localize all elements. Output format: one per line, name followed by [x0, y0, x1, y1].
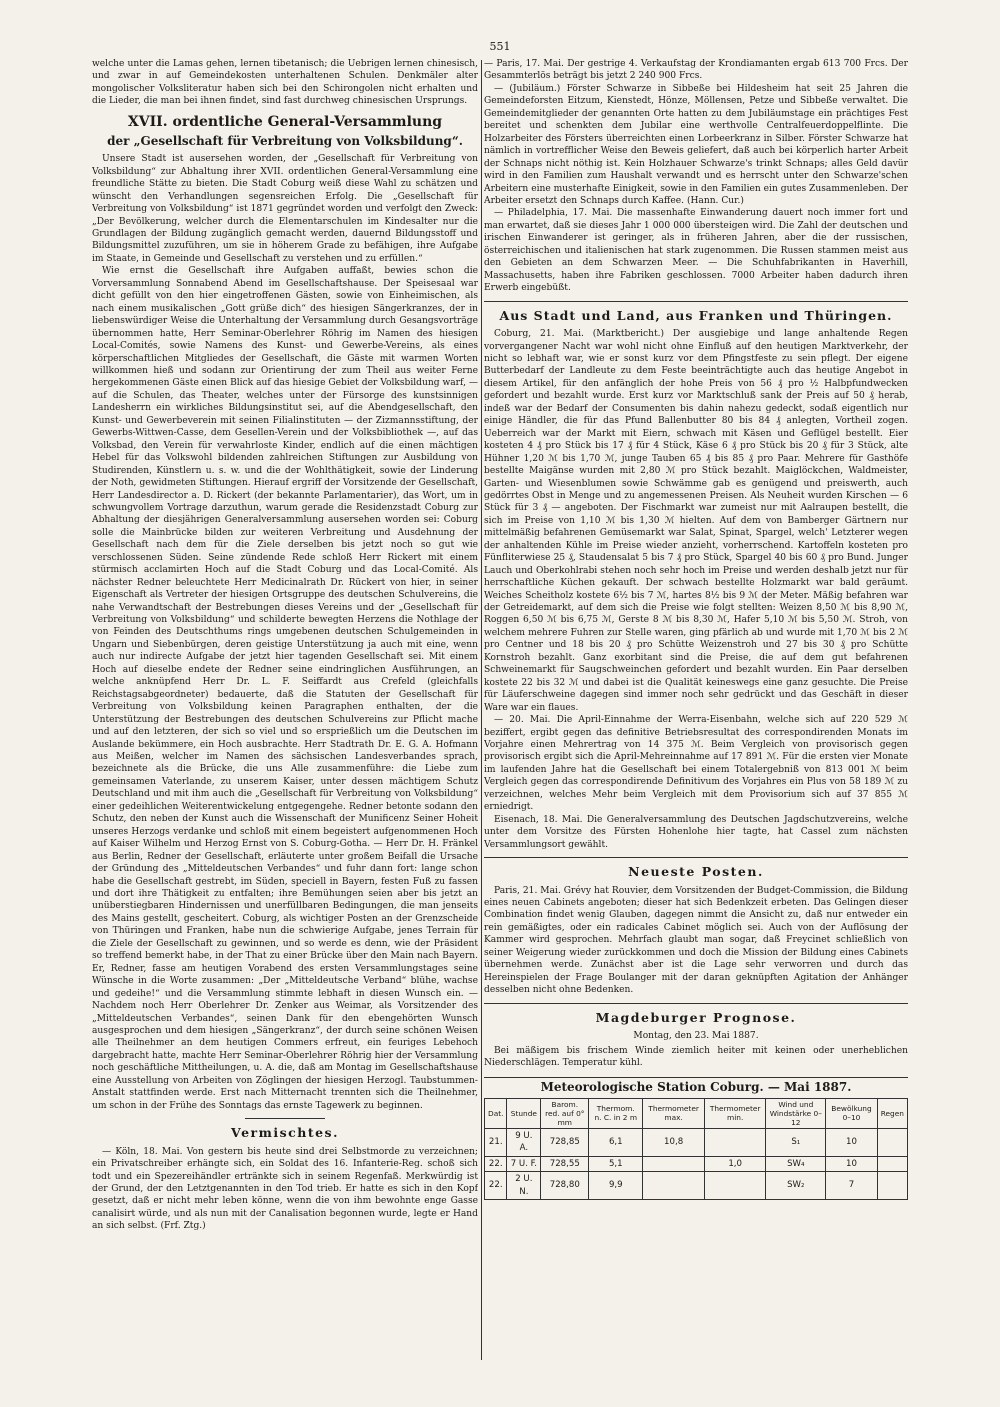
meteo-header-cell: Barom. red. auf 0° mm [541, 1098, 589, 1128]
meteo-cell: 2 U. N. [507, 1172, 541, 1200]
meteo-cell: 10 [826, 1128, 877, 1156]
divider [245, 1118, 325, 1119]
meteo-cell: 1,0 [705, 1156, 766, 1171]
meteo-header-cell: Dat. [485, 1098, 507, 1128]
meteo-cell: 7 [826, 1172, 877, 1200]
article-subheading: der „Gesellschaft für Verbreitung von Volksbildung“. [107, 133, 463, 148]
divider [484, 1003, 908, 1004]
section-title-stadt-land: Aus Stadt und Land, aus Franken und Thüringen. [499, 307, 893, 323]
news-eisenach: Eisenach, 18. Mai. Die Generalversammlung des Deutschen Jagdschutzvereins, welche unter dem Vorsitze des Fürsten Hohenlohe hier tagte, hat Cassel zum nächsten Versammlungsort gewählt. [484, 814, 908, 850]
meteo-title: Meteorologische Station Coburg. — Mai 1887. [484, 1077, 908, 1093]
article-heading: XVII. ordentliche General-Versammlung [127, 113, 443, 130]
article-paragraph-2: Wie ernst die Gesellschaft ihre Aufgaben auffaßt, bewies schon die Vorversammlung Sonnabend Abend im Gesellschaftshause. Der Speisesaal war dicht gefüllt von den hier eingetroffenen Gästen, sowie von Einheimischen, als nach einem musikalischen „Gott grüße dich“ des hiesigen Sängerkranzes, der in liebenswürdiger Weise die Unterhaltung der Versammlung durch Gesangsvorträge übernommen hatte, Herr Seminar-Oberlehrer Röhrig im Namen des hiesigen Local-Comités, sowie Namens des Kunst- und Gewerbe-Vereins, als eines körperschaftlichen Mitgliedes der Gesellschaft, die Gäste mit warmen Worten willkommen hieß und sodann zur Orientirung der zum Theil aus weiter Ferne hergekommenen Gäste einen Blick auf das hiesige Gebiet der Volksbildung warf, — auf die Schulen, das Theater, welches unter der Fürsorge des kunstsinnigen Landesherrn ein wirkliches Bildungsinstitut sei, auf die Abendgesellschaft, den Kunst- und Gewerbeverein mit seinen Filialinstituten — der Zizmannsstiftung, der Gewerbs-Wittwen-Casse, dem Gesellen-Verein und der Volksbibliothek —, auf das Volksbad, den Verein für verwahrloste Kinder, endlich auf die einen mächtigen Hebel für das Volkswohl bildenden zahlreichen Stiftungen zur Ausbildung von Studirenden, Künstlern u. s. w. und die der Wohlthätigkeit, sowie der Linderung der Noth, gewidmeten Stiftungen. Hierauf ergriff der Vorsitzende der Gesellschaft, Herr Landesdirector a. D. Rickert (der bekannte Parlamentarier), das Wort, um in schwungvollem Vortrage darzuthun, warum gerade die Residenzstadt Coburg zur Abhaltung der diesjährigen Generalversammlung ausersehen worden sei: Coburg solle die Mainbrücke bilden zur weiteren Verbreitung und Ausdehnung der Gesellschaft nach dem für die Ziele derselben bis jetzt noch so gut wie verschlossenen Süden. Seine zündende Rede schloß Herr Rickert mit einem stürmisch acclamirten Hoch auf die Stadt Coburg und das Local-Comité. Als nächster Redner beleuchtete Herr Medicinalrath Dr. Rückert von hier, in seiner Eigenschaft als Vertreter der hiesigen Ortsgruppe des deutschen Schulvereins, die nahe Verwandtschaft der Bestrebungen dieses Vereins und der „Gesellschaft für Verbreitung von Volksbildung“ und schilderte bewegten Herzens die Nothlage der von Feinden des Deutschthums rings umgebenen deutschen Schulgemeinden in Ungarn und Siebenbürgen, deren geistige Unterstützung ja auch mit eine, wenn auch nur indirecte Aufgabe der jetzt hier tagenden Gesellschaft sei. Mit einem Hoch auf dieselbe endete der Redner seine eindringlichen Ausführungen, an welche anknüpfend Herr Dr. L. F. Seiffardt aus Crefeld (gleichfalls Reichstagsabgeordneter) bedauerte, daß die Statuten der Gesellschaft für Verbreitung von Volksbildung keinen Paragraphen enthalten, der die Unterstützung der Bestrebungen des deutschen Schulvereins zur Pflicht mache und auf den letzteren, der sich so viel und so ersprießlich um die Deutschen im Auslande bekümmere, ein Hoch ausbrachte. Herr Stadtrath Dr. E. G. A. Hofmann aus Meißen, welcher im Namen des sächsischen Landesverbandes sprach, bezeichnete als die Brücke, die uns Alle zusammenführe: die Liebe zum gemeinsamen Vaterlande, zu unserem Kaiser, unter dessen mächtigem Schutz Deutschland und mit ihm auch die „Gesellschaft für Verbreitung von Volksbildung“ einer gedeihlichen Weiterentwickelung entgegengehe. Redner betonte sodann den Schutz, den neben der Kunst auch die Wissenschaft der Munificenz Seiner Hoheit unseres Herzogs verdanke und schloß mit einem begeistert aufgenommenen Hoch auf Kaiser Wilhelm und Herzog Ernst von S. Coburg-Gotha. — Herr Dr. H. Fränkel aus Berlin, Redner der Gesellschaft, erläuterte unter großem Beifall die Ursache der Gründung des „Mitteldeutschen Verbandes“ und fuhr dann fort: lange schon habe die Gesellschaft gestrebt, im Süden, speciell in Bayern, festen Fuß zu fassen und dort ihre Thätigkeit zu entfalten; ihre Bemühungen seien aber bis jetzt an unüberstiegbaren Hindernissen und unerfüllbaren Bedingungen, die man jenseits des Mains gestellt, gescheitert. Coburg, als wichtiger Posten an der Grenzscheide von Thüringen und Franken, habe nun die schwierige Aufgabe, jenes Terrain für die Ziele der Gesellschaft zu gewinnen, und so werde es denn, wie der Präsident so treffend bemerkt habe, in der That zu einer Brücke über den Main nach Bayern. Er, Redner, fasse am heutigen Vorabend des ersten Versammlungstages seine Wünsche in die Worte zusammen: „Der „Mitteldeutsche Verband“ blühe, wachse und gedeihe!“ und die Versammlung stimmte lebhaft in diesen Wunsch ein. — Nachdem noch Herr Oberlehrer Dr. Zenker aus Weimar, als Vorsitzender des „Mitteldeutschen Verbandes“, seinen Dank für den ebengehörten Wunsch ausgesprochen und dem hiesigen „Sängerkranz“, der durch seine schönen Weisen alle Theilnehmer an dem heutigen Commers erfreut, ein feuriges Lebehoch dargebracht hatte, machte Herr Seminar-Oberlehrer Röhrig hier der Versammlung noch geschäftliche Mittheilungen, u. A. die, daß am Montag im Gesellschaftshause eine Ausstellung von Arbeiten von Zöglingen der hiesigen Herzogl. Taubstummen-Anstalt stattfinden werde. Erst nach Mitternacht trennten sich die Theilnehmer, um schon in der Frühe des Sonntags das ernste Tagewerk zu beginnen. [92, 266, 478, 1111]
meteo-cell: 7 U. F. [507, 1156, 541, 1171]
meteo-cell: 5,1 [589, 1156, 643, 1171]
meteo-cell: SW₄ [766, 1156, 826, 1171]
news-coburg: Coburg, 21. Mai. (Marktbericht.) Der ausgiebige und lange anhaltende Regen vorvergangener Nacht war wohl nicht ohne Einfluß auf den heutigen Marktverkehr, der nicht so lebhaft war, wie er sonst kurz vor dem Pfingstfeste zu sein pflegt. Der eigene Butterbedarf der Landleute zu dem Feste beeinträchtigte auch das heutige Angebot in diesem Artikel, für den anfänglich der hohe Preis von 56 ₰ pro ½ Halbpfundwecken gefordert und bezahlt wurde. Erst kurz vor Marktschluß sank der Preis auf 50 ₰ herab, indeß war der Bedarf der Consumenten bis dahin nahezu gedeckt, sodaß eigentlich nur einige Händler, die für das Pfund Ballenbutter 80 bis 84 ₰ anlegten, Vortheil zogen. Ueberreich war der Markt mit Eiern, schwach mit Käsen und Geflügel bestellt. Eier kosteten 4 ₰ pro Stück bis 17 ₰ für 4 Stück, Käse 6 ₰ pro Stück bis 20 ₰ für 3 Stück, alte Hühner 1,20 ℳ bis 1,70 ℳ, junge Tauben 65 ₰ bis 85 ₰ pro Paar. Mehrere für Gasthöfe bestellte Maigänse wurden mit 2,80 ℳ pro Stück bezahlt. Maiglöckchen, Waldmeister, Garten- und Wiesenblumen sowie Schwämme gab es genügend und preiswerth, auch gedörrtes Obst in Menge und zu angemessenen Preisen. Als Neuheit wurden Kirschen — 6 Stück für 3 ₰ — angeboten. Der Fischmarkt war zumeist nur mit Aalraupen bestellt, die sich im Preise von 1,10 ℳ bis 1,30 ℳ hielten. Auf dem von Bamberger Gärtnern nur mittelmäßig befahrenen Gemüsemarkt war Salat, Spinat, Spargel, welch' Letzterer wegen der anhaltenden Kühle im Preise wieder anzieht, vorherrschend. Kartoffeln kosteten pro Fünfliterwiese 25 ₰, Staudensalat 5 bis 7 ₰ pro Stück, Spargel 40 bis 60 ₰ pro Bund. Junger Lauch und Oberkohlrabi stehen noch sehr hoch im Preise und werden deshalb jetzt nur für herrschaftliche Küchen gekauft. Der schwach bestellte Holzmarkt war bald geräumt. Weiches Scheitholz kostete 6½ bis 7 ℳ, hartes 8½ bis 9 ℳ der Meter. Mäßig befahren war der Getreidemarkt, auf dem sich die Preise wie folgt stellten: Weizen 8,50 ℳ bis 8,90 ℳ, Roggen 6,50 ℳ bis 6,75 ℳ, Gerste 8 ℳ bis 8,30 ℳ, Hafer 5,10 ℳ bis 5,50 ℳ. Stroh, von welchem mehrere Fuhren zur Stelle waren, ging pfärlich ab und wurde mit 1,70 ℳ bis 2 ℳ pro Centner und 18 bis 20 ₰ pro Schütte Weizenstroh und 27 bis 30 ₰ pro Schütte Kornstroh bezahlt. Ganz exorbitant sind die Preise, die auf dem gut befahrenen Schweinemarkt für Saugschweinchen gefordert und bezahlt wurden. Ein Paar derselben kostete 22 bis 32 ℳ und dabei ist die Qualität keineswegs eine ganz gesuchte. Die Preise für Läuferschweine dagegen sind immer noch sehr gedrückt und das Geschäft in dieser Ware war ein flaues. [484, 329, 908, 713]
meteo-header-cell: Thermom. n. C. in 2 m [589, 1098, 643, 1128]
section-title-neueste: Neueste Posten. [628, 864, 764, 880]
column-divider [481, 60, 482, 1360]
meteo-cell: 6,1 [589, 1128, 643, 1156]
section-title-vermischtes: Vermischtes. [231, 1125, 339, 1141]
vermischtes-paragraph: — Köln, 18. Mai. Von gestern bis heute sind drei Selbstmorde zu verzeichnen; ein Privatschreiber erhängte sich, ein Soldat des 16. Infanterie-Reg. schoß sich todt und ein Spezereihändler ertränkte sich in seinem Regenfaß. Merkwürdig ist der Grund, der den Letztgenannten in den Tod trieb. Er hatte es sich in den Kopf gesetzt, daß er nicht mehr leben könne, wenn die von ihm bewohnte enge Gasse canalisirt würde, und als nun mit der Canalisation begonnen wurde, legte er Hand an sich selbst. (Frf. Ztg.) [92, 1146, 478, 1232]
meteo-cell [705, 1128, 766, 1156]
meteo-row [485, 1156, 908, 1171]
meteo-cell: 10 [826, 1156, 877, 1171]
news-jubilaeum: — (Jubiläum.) Förster Schwarze in Sibbeße bei Hildesheim hat seit 25 Jahren die Gemeindeforsten Eitzum, Kienstedt, Hönze, Möllensen, Petze und Sibbeße verwaltet. Die Gemeindemitglieder der genannten Orte hatten zu dem Jubiläumstage ein prächtiges Fest bereitet und schenkten dem Jubilar eine werthvolle Centralfeuerdoppelflinte. Die Holzarbeiter des Försters überreichten einen Lorbeerkranz in Silber. Förster Schwarze hat nämlich in vortrefflicher Weise den Beweis geliefert, daß auch bei körperlich harter Arbeit der Schnaps nicht nöthig ist. Kein Holzhauer Schwarze's trinkt Schnaps; alles Geld davür wird in den Familien zum Haushalt verwandt und es herrscht unter den Schwarze'schen Arbeitern eine musterhafte Einigkeit, sowie in den Familien ein gutes Zusammenleben. Der Arbeiter ersetzt den Schnaps durch Kaffee. (Hann. Cur.) [484, 83, 908, 206]
news-philadelphia: — Philadelphia, 17. Mai. Die massenhafte Einwanderung dauert noch immer fort und man erwartet, daß sie dieses Jahr 1 000 000 übersteigen wird. Die Zahl der deutschen und irischen Einwanderer ist geringer, als in früheren Jahren, aber die der russischen, österreichischen und italienischen hat stark zugenommen. Die Russen stammen meist aus den Gebieten an dem Schwarzen Meer. — Die Schuhfabrikanten in Haverhill, Massachusetts, haben ihre Fabriken geschlossen. 7000 Arbeiter haben dadurch ihren Erwerb eingebüßt. [484, 208, 908, 294]
meteo-header-cell: Bewölkung 0–10 [826, 1098, 877, 1128]
meteo-row [485, 1172, 908, 1200]
news-werra: — 20. Mai. Die April-Einnahme der Werra-Eisenbahn, welche sich auf 220 529 ℳ beziffert, ergibt gegen das definitive Betriebsresultat des correspondirenden Monats im Vorjahre einen Mehrertrag von 14 375 ℳ. Beim Vergleich von provisorisch gegen provisorisch ergibt sich die April-Mehreinnahme auf 17 891 ℳ. Für die ersten vier Monate im laufenden Jahre hat die Gesellschaft bei einem Totalergebniß von 813 001 ℳ beim Vergleich gegen das correspondirende Definitivum des Vorjahres ein Plus von 58 189 ℳ zu verzeichnen, welches Mehr beim Vergleich mit dem Provisorium sich auf 37 855 ℳ erniedrigt. [484, 715, 908, 813]
left-column [92, 58, 478, 1358]
intro-paragraph: welche unter die Lamas gehen, lernen tibetanisch; die Uebrigen lernen chinesisch, und zwar in auf Gemeindekosten unterhaltenen Schulen. Denkmäler alter mongolischer Volksliteratur haben sich bei den Schirongolen nicht erhalten und die Lieder, die man bei ihnen findet, sind fast durchweg chinesischen Ursprungs. [92, 59, 478, 107]
meteo-cell [643, 1172, 705, 1200]
article-paragraph-1: Unsere Stadt ist ausersehen worden, der „Gesellschaft für Verbreitung von Volksbildung“ zur Abhaltung ihrer XVII. ordentlichen General-Versammlung eine freundliche Stätte zu bieten. Die Stadt Coburg weiß diese Wahl zu schätzen und wünscht den Verhandlungen segensreichen Erfolg. Die „Gesellschaft für Verbreitung von Volksbildung“ ist 1871 gegründet worden und verfolgt den Zweck: „Der Bevölkerung, welcher durch die Elementarschulen im Kindesalter nur die Grundlagen der Bildung zugänglich gemacht werden, dauernd Bildungsstoff und Bildungsmittel zuzuführen, um sie in höherem Grade zu befähigen, ihre Aufgabe im Staate, in Gemeinde und Gesellschaft zu verstehen und zu erfüllen.“ [92, 154, 478, 264]
meteo-cell: 9,9 [589, 1172, 643, 1200]
meteo-cell [705, 1172, 766, 1200]
news-paris-2: Paris, 21. Mai. Grévy hat Rouvier, dem Vorsitzenden der Budget-Commission, die Bildung eines neuen Cabinets angeboten; dieser hat sich Bedenkzeit erbeten. Das Gelingen dieser Combination findet wenig Glauben, dagegen nimmt die Ansicht zu, daß nur entweder ein rein gemäßigtes, oder ein radicales Cabinet möglich sei. Auch von der Auflösung der Kammer wird gesprochen. Mehrfach glaubt man sogar, daß Freycinet schließlich von seiner Weigerung wieder zurückkommen und doch die Mission der Bildung eines Cabinets übernehmen werde. Zunächst aber ist die Lage sehr verworren und durch das Hereinspielen der Frage Boulanger mit der daran geknüpften Agitation der Anhänger desselben nicht ohne Bedenken. [484, 885, 908, 996]
meteo-cell [877, 1128, 907, 1156]
meteo-header-cell: Regen [877, 1098, 907, 1128]
prognose-date: Montag, den 23. Mai 1887. [633, 1031, 759, 1042]
meteo-cell: 21. [485, 1128, 507, 1156]
meteo-cell: SW₂ [766, 1172, 826, 1200]
meteo-cell: 22. [485, 1172, 507, 1200]
meteo-header-cell: Thermometer max. [643, 1098, 705, 1128]
meteo-cell: 22. [485, 1156, 507, 1171]
meteo-row [485, 1128, 908, 1156]
meteo-cell: 728,80 [541, 1172, 589, 1200]
meteo-cell: 728,85 [541, 1128, 589, 1156]
meteo-cell [877, 1172, 907, 1200]
meteo-cell: 728,55 [541, 1156, 589, 1171]
page-number: 551 [489, 40, 511, 53]
divider [484, 857, 908, 858]
meteo-cell [643, 1156, 705, 1171]
right-column [484, 58, 908, 1358]
meteo-cell: 10,8 [643, 1128, 705, 1156]
meteo-header-cell: Thermometer min. [705, 1098, 766, 1128]
meteo-header-cell: Stunde [507, 1098, 541, 1128]
meteo-cell: 9 U. A. [507, 1128, 541, 1156]
meteo-cell [877, 1156, 907, 1171]
prognose-text: Bei mäßigem bis frischem Winde ziemlich heiter mit keinen oder unerheblichen Niederschlägen. Temperatur kühl. [484, 1045, 908, 1068]
section-title-prognose: Magdeburger Prognose. [595, 1009, 797, 1025]
meteo-table [484, 1098, 908, 1200]
meteo-header-cell: Wind und Windstärke 0–12 [766, 1098, 826, 1128]
meteo-cell: S₁ [766, 1128, 826, 1156]
news-paris-1: — Paris, 17. Mai. Der gestrige 4. Verkaufstag der Krondiamanten ergab 613 700 Frcs. Der Gesammterlös beträgt bis jetzt 2 240 900 Frcs. [484, 59, 908, 82]
divider [484, 301, 908, 302]
